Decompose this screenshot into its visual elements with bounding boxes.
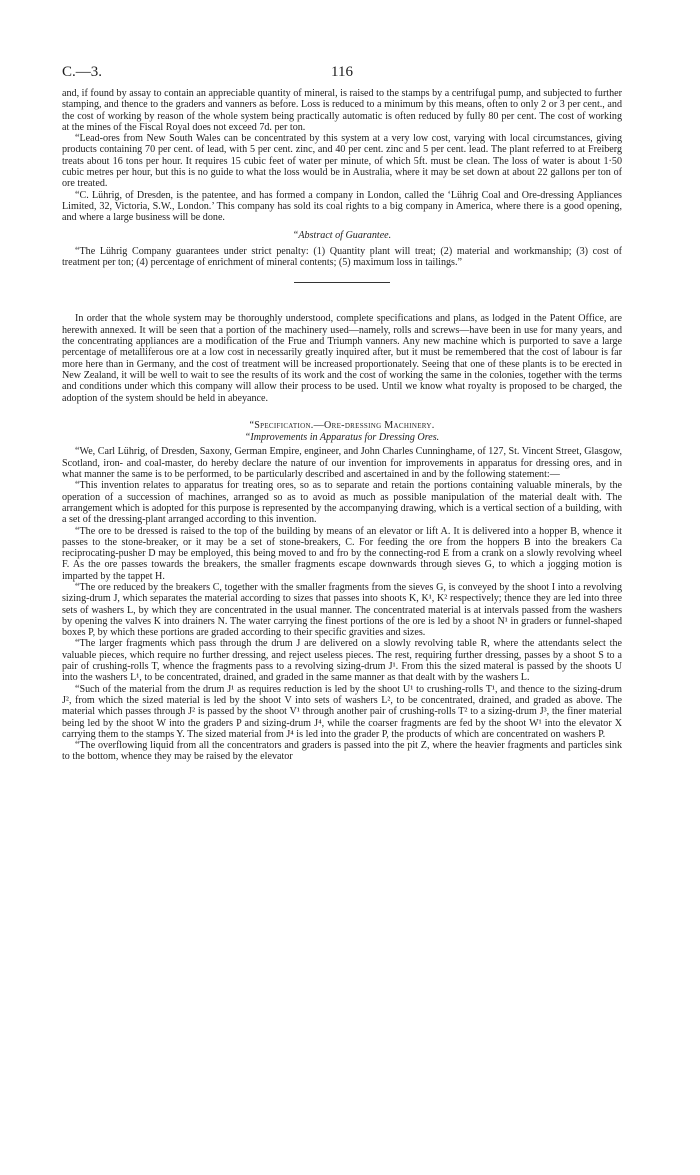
- top-text-block: [62, 88, 622, 224]
- paragraph: In order that the whole system may be thoroughly understood, complete specifications and plans, as lodged in the Patent Office, are herewith annexed. It will be seen that a portion of the machinery used—namely, rolls and screws—have been in use for many years, and the concentrating appliances are a modification of the Frue and Triumph vanners. Any new machine which is purported to save a large percentage of metalliferous ore at a low cost in necessarily greatly inquired after, but it must be remembered that the cost of labour is far more here than in Germany, and the cost of treatment will be increased proportionately. Seeing that one of these plants is to be erected in New Zealand, it will be well to wait to see the results of its work and the cost of working the same in the colonies, together with the terms and conditions under which this company will allow their process to be used. Until we know what royalty is proposed to be charged, the adoption of the system should be held in abeyance.: [62, 313, 622, 404]
- paragraph: and, if found by assay to contain an appreciable quantity of mineral, is raised to the stamps by a centrifugal pump, and subjected to further stamping, and thence to the graders and vanners as before. Loss is reduced to a minimum by this means, often to only 2 or 3 per cent., and the cost of working by reason of the whole system being practically automatic is often reduced by fully 80 per cent. The cost of working at the mines of the Fiscal Royal does not exceed 7d. per ton.: [62, 88, 622, 133]
- specification-subtitle: “Improvements in Apparatus for Dressing Ores.: [244, 432, 440, 444]
- paragraph: “C. Lührig, of Dresden, is the patentee, and has formed a company in London, called the ‘Lührig Coal and Ore-dressing Appliances Limited, 32, Victoria, S.W., London.’ This company has sold its coal rights to a big company in America, where there is a good opening, and where a large business will be done.: [62, 189, 622, 224]
- paragraph: “Such of the material from the drum J¹ as requires reduction is led by the shoot U¹ to crushing-rolls T¹, and thence to the sizing-drum J², from which the sized material is led by the shoot V into sets of washers L², to be concentrated, drained, and graded as above. The material which passes through J² is passed by the shoot V¹ through another pair of crushing-rolls T² to a sizing-drum J³, the finer material being led by the shoot W into the graders P and sizing-drum J⁴, while the coarser fragments are fed by the shoot W¹ into the elevator X carrying them to the stamps Y. The sized material from J⁴ is led into the grader P, the products of which are concentrated on washers P.: [62, 683, 622, 740]
- paragraph: “The ore to be dressed is raised to the top of the building by means of an elevator or lift A. It is delivered into a hopper B, whence it passes to the stone-breaker, or it may be a set of stone-breakers, C. For feeding the ore from the hoppers B into the breakers Ca reciprocating-pusher D may be employed, this being moved to and fro by the connecting-rod E from a crank on a slowly revolving wheel F. As the ore passes towards the breakers, the smaller fragments escape downwards through sieves G, to which a jogging motion is imparted by the tappet H.: [62, 525, 622, 582]
- paragraph: “The larger fragments which pass through the drum J are delivered on a slowly revolving table R, where the attendants select the valuable pieces, which require no further dressing, and reject useless pieces. The rest, requiring further dressing, passes by a shoot S to a pair of crushing-rolls T, whence the fragments pass to a revolving sizing-drum J¹. From this the sized materal is passed by the shoots U into the washers L¹, to be concentrated, drained, and graded in the same manner as that dealt with by the washers L.: [62, 638, 622, 684]
- paragraph: “The ore reduced by the breakers C, together with the smaller fragments from the sieves G, is conveyed by the shoot I into a revolving sizing-drum J, which separates the material according to sizes that passes into shoots K, K¹, K² respectively; thence they are led into three sets of washers L, by which they are concentrated in the usual manner. The concentrated material is at intervals passed from the washers by opening the valves K into drainers N. The water carrying the finest portions of the ore is led by a shoot N¹ in graders or funnel-shaped boxes P, by which these portions are graded according to their specific gravities and sizes.: [62, 581, 622, 639]
- section-reference: C.—3.: [62, 64, 103, 80]
- specification-text-block: [62, 446, 622, 762]
- page-header: [62, 64, 622, 88]
- abstract-heading: “Abstract of Guarantee.: [292, 229, 392, 241]
- section-divider: [294, 282, 390, 283]
- specification-title: “Specification.—Ore-dressing Machinery.: [249, 419, 435, 431]
- document-page: [62, 64, 622, 763]
- paragraph: “We, Carl Lührig, of Dresden, Saxony, German Empire, engineer, and John Charles Cunninghame, of 127, St. Vincent Street, Glasgow, Scotland, iron- and coal-master, do hereby declare the nature of our invention for improvements in apparatus for dressing ores, and in what manner the same is to be performed, to be particularly described and ascertained in and by the following statement:—: [62, 446, 622, 481]
- paragraph: “The overflowing liquid from all the concentrators and graders is passed into the pit Z, where the heavier fragments and particles sink to the bottom, whence they may be raised by the elevator: [62, 740, 622, 763]
- paragraph: “This invention relates to apparatus for treating ores, so as to separate and retain the portions containing valuable minerals, by the operation of a succession of machines, arranged so as to avoid as much as possible manipulation of the material dealt with. The arrangement which is adopted for this purpose is represented by the accompanying drawing, which is a vertical section of a building, with a set of the dressing-plant arranged according to this invention.: [62, 480, 622, 526]
- paragraph: “Lead-ores from New South Wales can be concentrated by this system at a very low cost, varying with local circumstances, giving products containing 70 per cent. of lead, with 5 per cent. zinc, and 40 per cent. zinc and 5 per cent. lead. The plant referred to at Freiberg treats about 16 tons per hour. It requires 15 cubic feet of water per minute, of which 5ft. must be clean. The loss of water is about 1·50 cubic metres per hour, but this is no guide to what the loss would be in Australia, where it may be set down at about 22 gallons per ton of ore treated.: [62, 133, 622, 190]
- page-number: 116: [331, 64, 353, 80]
- abstract-paragraph: “The Lührig Company guarantees under strict penalty: (1) Quantity plant will treat; (2) material and workmanship; (3) cost of treatment per ton; (4) percentage of enrichment of mineral contents; (5) maximum loss in tailings.”: [62, 245, 622, 269]
